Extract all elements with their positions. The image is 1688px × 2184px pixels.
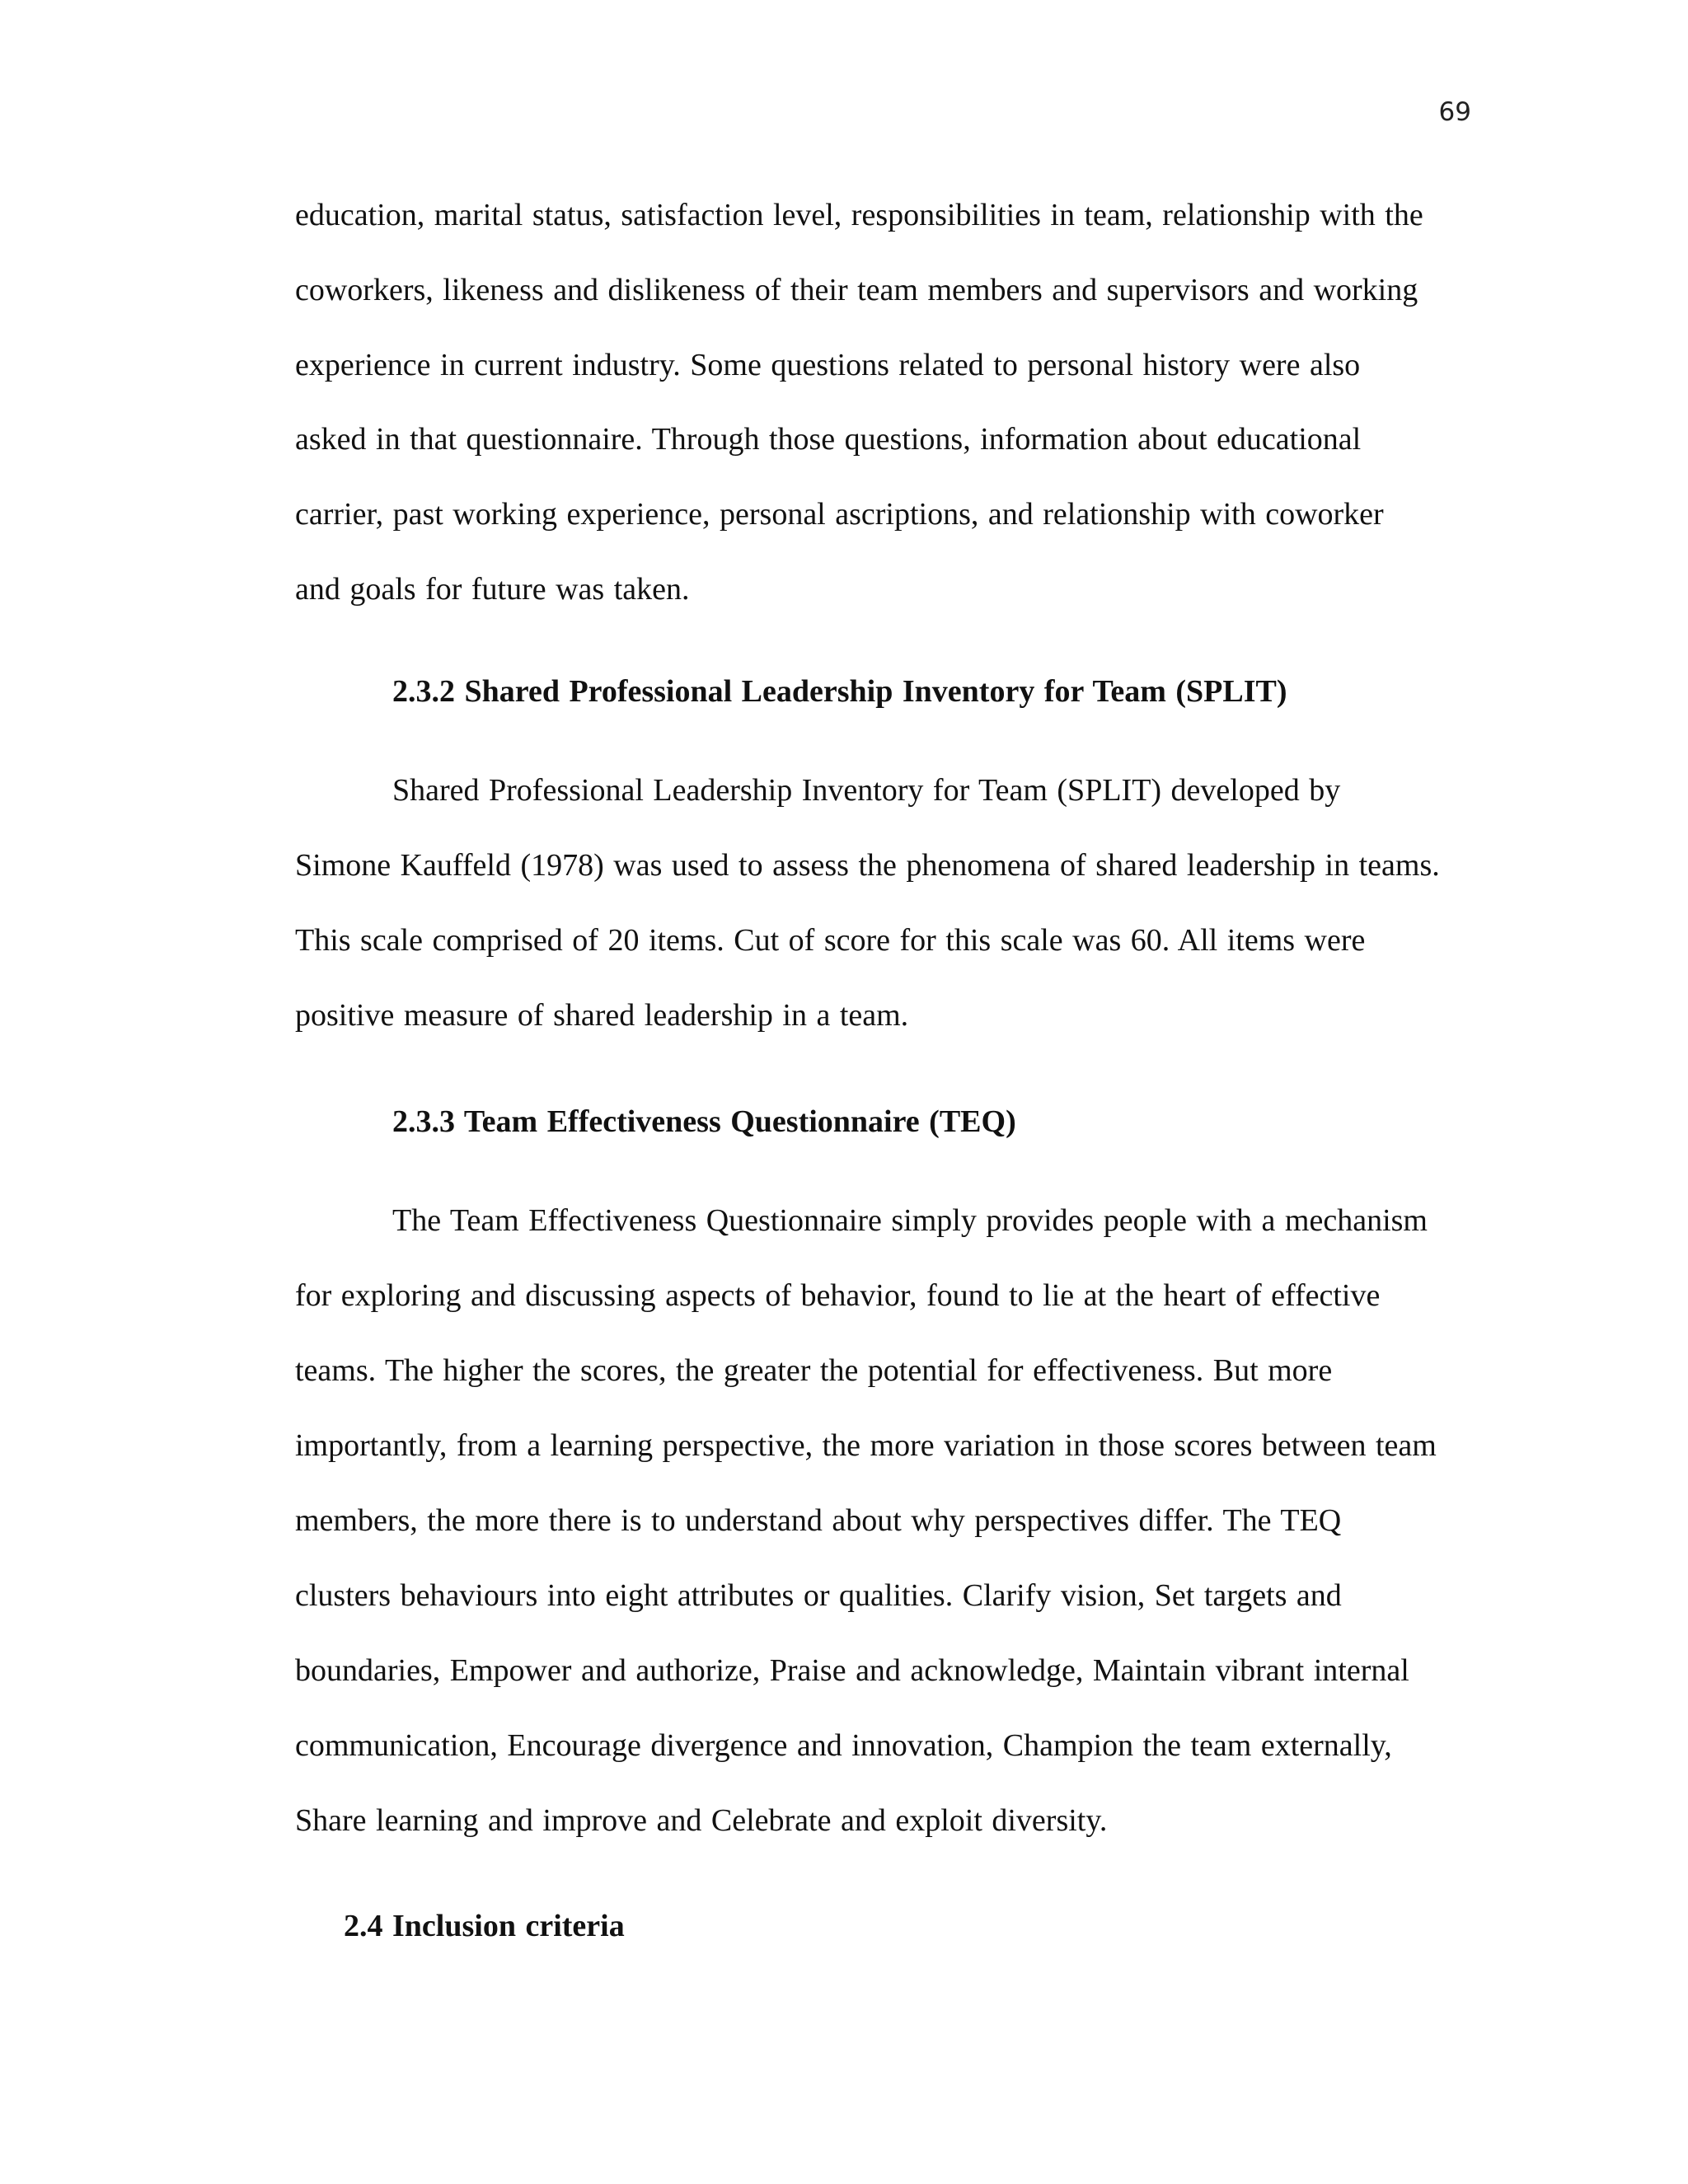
section-heading-2-3-3: 2.3.3 Team Effectiveness Questionnaire (TEQ) [392,1104,1016,1139]
paragraph-line: This scale comprised of 20 items. Cut of score for this scale was 60. All items were [295,923,1366,958]
paragraph-line: importantly, from a learning perspective, the more variation in those scores between team [295,1428,1437,1463]
page-number: 69 [1438,97,1471,127]
paragraph-line: experience in current industry. Some questions related to personal history were also [295,348,1361,382]
paragraph-line: clusters behaviours into eight attributes or qualities. Clarify vision, Set targets and [295,1578,1342,1613]
paragraph-line: teams. The higher the scores, the greater the potential for effectiveness. But more [295,1353,1333,1388]
paragraph-line: The Team Effectiveness Questionnaire simply provides people with a mechanism [392,1203,1428,1238]
paragraph-line: and goals for future was taken. [295,572,690,607]
section-heading-2-3-2: 2.3.2 Shared Professional Leadership Inventory for Team (SPLIT) [392,674,1287,709]
paragraph-line: communication, Encourage divergence and innovation, Champion the team externally, [295,1728,1392,1763]
paragraph-line: education, marital status, satisfaction level, responsibilities in team, relationship with the [295,198,1423,232]
paragraph-line: Simone Kauffeld (1978) was used to assess the phenomena of shared leadership in teams. [295,848,1440,883]
paragraph-line: carrier, past working experience, personal ascriptions, and relationship with coworker [295,497,1384,532]
paragraph-line: for exploring and discussing aspects of behavior, found to lie at the heart of effective [295,1278,1381,1313]
paragraph-line: Shared Professional Leadership Inventory for Team (SPLIT) developed by [392,773,1341,808]
paragraph-line: asked in that questionnaire. Through those questions, information about educational [295,422,1362,457]
paragraph-line: members, the more there is to understand about why perspectives differ. The TEQ [295,1503,1342,1538]
paragraph-line: positive measure of shared leadership in a team. [295,998,909,1033]
section-heading-2-4: 2.4 Inclusion criteria [344,1909,625,1943]
paragraph-line: Share learning and improve and Celebrate and exploit diversity. [295,1803,1108,1838]
paragraph-line: coworkers, likeness and dislikeness of their team members and supervisors and working [295,273,1418,307]
paragraph-line: boundaries, Empower and authorize, Praise and acknowledge, Maintain vibrant internal [295,1653,1409,1688]
